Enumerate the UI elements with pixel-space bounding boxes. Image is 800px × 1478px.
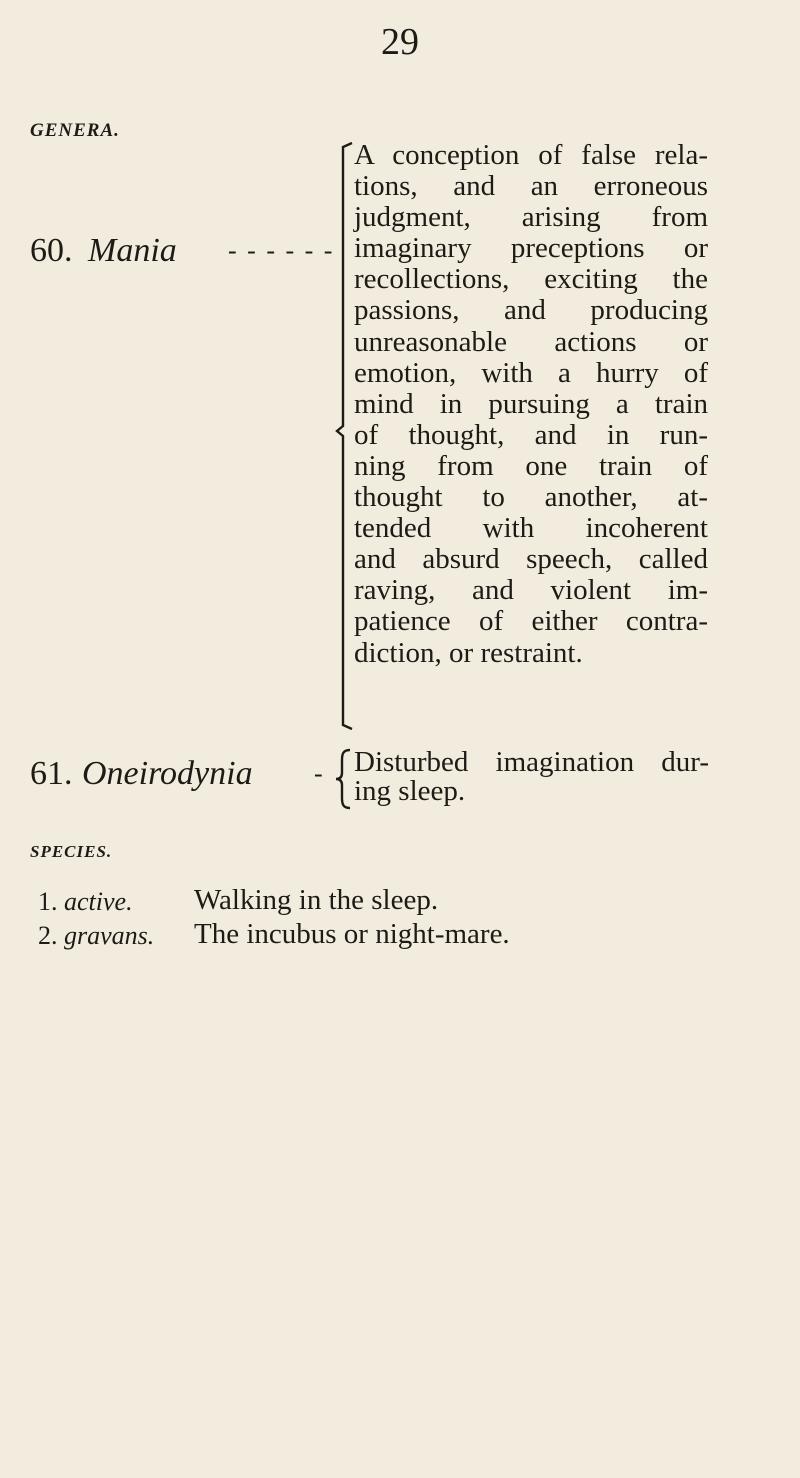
definition-mania	[354, 140, 708, 669]
definition-line: tended with incoherent	[354, 512, 708, 545]
species-number: 2.	[38, 921, 58, 950]
species-name: active.	[64, 887, 133, 916]
definition-line: ing sleep.	[354, 775, 466, 808]
definition-line: Disturbed imagination dur-	[354, 746, 709, 778]
curly-brace	[334, 138, 356, 734]
definition-line: imaginary preceptions or	[354, 232, 708, 265]
species-heading: SPECIES.	[30, 842, 113, 861]
definition-line: mind in pursuing a train	[354, 387, 708, 420]
definition-line: tions, and an erroneous	[354, 170, 708, 203]
definition-line: diction, or restraint.	[354, 636, 583, 669]
definition-line: patience of either contra-	[354, 605, 708, 638]
definition-line: ning from one train of	[354, 449, 708, 482]
dot-leader: -	[314, 759, 325, 788]
entry-number: 61.	[30, 755, 73, 792]
definition-line: of thought, and in run-	[354, 418, 708, 451]
definition-line: and absurd speech, called	[354, 543, 708, 576]
definition-line: thought to another, at-	[354, 481, 708, 514]
species-number: 1.	[38, 887, 58, 916]
definition-line: A conception of false rela-	[354, 139, 708, 171]
entry-name: Oneirodynia	[82, 755, 253, 792]
page-number: 29	[381, 21, 419, 63]
entry-name: Mania	[88, 232, 177, 269]
species-description: Walking in the sleep.	[194, 884, 439, 916]
definition-line: emotion, with a hurry of	[354, 356, 708, 389]
genera-heading: GENERA.	[30, 120, 120, 141]
species-name: gravans.	[64, 921, 155, 950]
entry-number: 60.	[30, 232, 73, 269]
definition-line: passions, and producing	[354, 294, 708, 327]
definition-line: unreasonable actions or	[354, 325, 708, 358]
definition-line: judgment, arising from	[354, 201, 708, 234]
species-description: The incubus or night-mare.	[194, 918, 510, 950]
definition-line: recollections, exciting the	[354, 263, 708, 296]
definition-oneirodynia	[354, 746, 709, 808]
curly-brace	[332, 746, 354, 812]
dot-leader: - - - - - -	[228, 236, 335, 265]
definition-line: raving, and violent im-	[354, 574, 708, 607]
